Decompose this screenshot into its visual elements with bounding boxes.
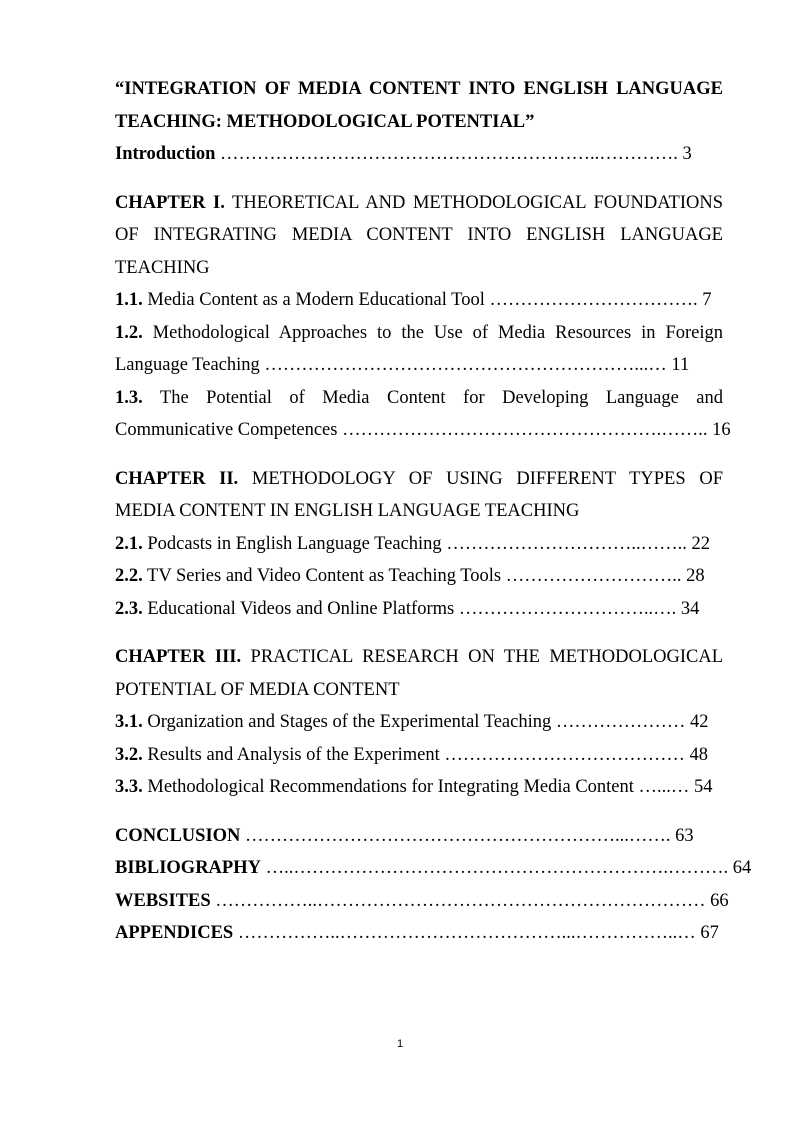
chapter-title-line: PRACTICAL RESEARCH ON THE METHODOLOGICAL: [241, 647, 723, 667]
toc-page: 66: [710, 890, 729, 911]
toc-page: 67: [700, 923, 719, 943]
toc-page: 64: [732, 858, 752, 878]
toc-leader: ……………..………………………………...……………..…: [233, 923, 701, 943]
section-number: 2.3.: [115, 598, 143, 619]
section-title: Methodological Recommendations for Integrating Media Content: [142, 777, 639, 797]
toc-leader: ……………………………………………………...…….: [240, 825, 676, 846]
section-title: Organization and Stages of the Experimental Teaching: [142, 712, 556, 732]
toc-leader: ……………………………………………………...…: [264, 355, 672, 375]
toc-page: 28: [686, 566, 705, 586]
chapter-3-heading: [115, 641, 723, 706]
toc-entry-3-3: [115, 771, 723, 804]
toc-entry-1-2: [115, 317, 723, 382]
section-title: Language Teaching: [115, 355, 265, 375]
toc-entry-2-2: [115, 560, 723, 593]
chapter-label: CHAPTER III.: [115, 647, 242, 667]
section-title: The Potential of Media Content for Developing Language and: [142, 387, 723, 408]
toc-entry-1-1: [115, 284, 723, 317]
chapter-title-line: METHODOLOGY OF USING DIFFERENT TYPES OF: [238, 468, 723, 489]
toc-page: 16: [712, 420, 731, 440]
toc-entry-appendices: [115, 917, 723, 950]
toc-page: 7: [702, 290, 712, 310]
toc-label: BIBLIOGRAPHY: [115, 858, 261, 878]
chapter-label: CHAPTER II.: [115, 468, 239, 489]
toc-entry-3-1: [115, 706, 723, 739]
toc-page: 34: [680, 598, 700, 619]
toc-label: WEBSITES: [115, 890, 211, 911]
toc-leader: …………………………………: [444, 744, 690, 765]
section-title: Communicative Competences: [115, 420, 343, 440]
chapter-title-line: THEORETICAL AND METHODOLOGICAL FOUNDATIONS: [224, 192, 723, 213]
section-title: Results and Analysis of the Experiment: [142, 744, 445, 765]
toc-entry-2-1: [115, 528, 723, 561]
title-line-2: TEACHING: METHODOLOGICAL POTENTIAL”: [115, 111, 535, 132]
section-title: TV Series and Video Content as Teaching Tools: [142, 566, 506, 586]
chapter-title-line: MEDIA CONTENT IN ENGLISH LANGUAGE TEACHING: [115, 501, 580, 521]
toc-leader: …………………………..……..: [446, 533, 692, 554]
page-number: 1: [396, 1038, 404, 1050]
section-number: 2.2.: [115, 566, 143, 586]
toc-entry-bibliography: [115, 852, 752, 885]
section-title: Educational Videos and Online Platforms: [142, 598, 459, 619]
toc-page: 22: [691, 533, 710, 554]
section-number: 1.3.: [115, 387, 143, 408]
chapter-title-line: OF INTEGRATING MEDIA CONTENT INTO ENGLISH LANGUAGE: [115, 225, 723, 245]
toc-page: 48: [689, 744, 708, 765]
section-number: 3.2.: [115, 744, 143, 765]
toc-page: 11: [671, 355, 690, 375]
toc-page: 54: [694, 777, 713, 797]
toc-leader: ……………………………………………………..………….: [215, 144, 683, 164]
toc-leader: …………………………………………….……..: [342, 420, 713, 440]
section-title: Methodological Approaches to the Use of Media Resources in Foreign: [142, 322, 723, 343]
toc-entry-1-3: [115, 382, 731, 447]
section-title: Media Content as a Modern Educational Tool: [142, 290, 490, 310]
toc-entry-2-3: [115, 593, 723, 626]
section-number: 1.1.: [115, 290, 143, 310]
toc-page: 42: [690, 712, 709, 732]
chapter-title-line: TEACHING: [115, 257, 210, 278]
section-number: 3.3.: [115, 777, 143, 797]
toc-leader: …………………………….: [489, 290, 703, 310]
section-title: Podcasts in English Language Teaching: [142, 533, 447, 554]
toc-page: 63: [675, 825, 694, 846]
section-number: 2.1.: [115, 533, 143, 554]
toc-page: 3: [682, 144, 692, 164]
section-number: 3.1.: [115, 712, 143, 732]
toc-leader: …………………: [555, 712, 690, 732]
toc-entry-conclusion: [115, 820, 723, 853]
toc-leader: ……………..………………………………………………………: [210, 890, 711, 911]
toc-leader: …………………………..….: [458, 598, 681, 619]
toc-label: Introduction: [115, 144, 216, 164]
chapter-title-line: POTENTIAL OF MEDIA CONTENT: [115, 679, 400, 700]
section-number: 1.2.: [115, 322, 143, 343]
table-of-contents: [115, 73, 752, 950]
toc-leader: ………………………..: [505, 566, 687, 586]
toc-leader: …...…: [638, 777, 695, 797]
chapter-1-heading: [115, 187, 723, 285]
toc-leader: …..…………………………………………………….……….: [260, 858, 733, 878]
toc-entry-introduction: [115, 138, 723, 171]
toc-label: APPENDICES: [115, 923, 234, 943]
toc-label: CONCLUSION: [115, 825, 241, 846]
document-title: [115, 73, 723, 138]
chapter-label: CHAPTER I.: [115, 192, 225, 213]
title-line-1: “INTEGRATION OF MEDIA CONTENT INTO ENGLISH LANGUAGE: [115, 79, 723, 99]
toc-entry-websites: [115, 885, 729, 918]
toc-entry-3-2: [115, 739, 723, 772]
chapter-2-heading: [115, 463, 723, 528]
